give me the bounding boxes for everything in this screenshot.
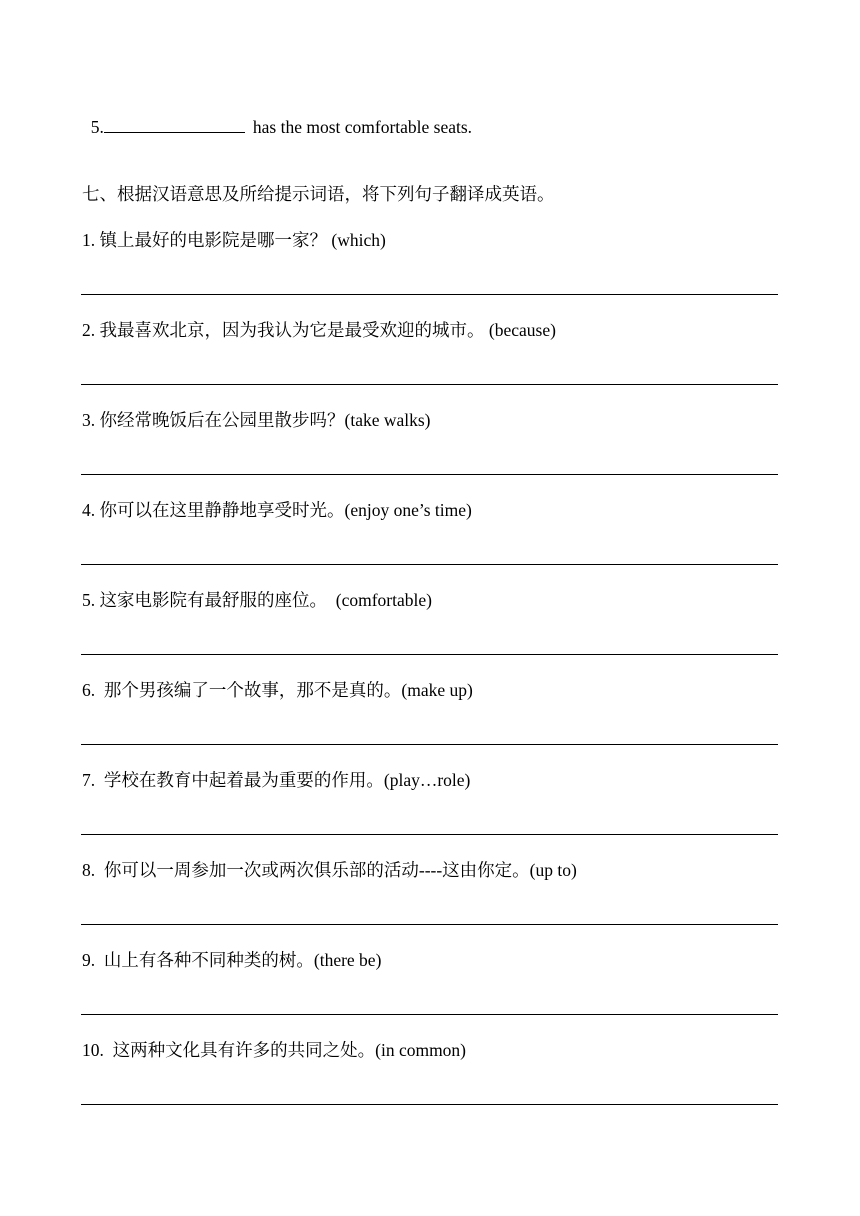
answer-line-4[interactable] xyxy=(81,564,778,565)
question-7: 7. 学校在教育中起着最为重要的作用。(play…role) xyxy=(82,770,471,790)
item-text: has the most comfortable seats. xyxy=(252,117,473,137)
answer-line-8[interactable] xyxy=(81,924,778,925)
answer-line-2[interactable] xyxy=(81,384,778,385)
item-number: 5. xyxy=(90,117,104,137)
answer-line-1[interactable] xyxy=(81,294,778,295)
question-6: 6. 那个男孩编了一个故事，那不是真的。(make up) xyxy=(82,680,473,700)
question-10: 10. 这两种文化具有许多的共同之处。(in common) xyxy=(82,1040,467,1060)
answer-line-5[interactable] xyxy=(81,654,778,655)
question-9: 9. 山上有各种不同种类的树。(there be) xyxy=(82,950,382,970)
question-5: 5. 这家电影院有最舒服的座位。 (comfortable) xyxy=(82,590,432,610)
question-8: 8. 你可以一周参加一次或两次俱乐部的活动----这由你定。(up to) xyxy=(82,860,577,880)
answer-line-7[interactable] xyxy=(81,834,778,835)
question-3: 3. 你经常晚饭后在公园里散步吗？(take walks) xyxy=(82,410,431,430)
answer-line-10[interactable] xyxy=(81,1104,778,1105)
answer-line-3[interactable] xyxy=(81,474,778,475)
question-1: 1. 镇上最好的电影院是哪一家？ (which) xyxy=(82,230,386,250)
question-2: 2. 我最喜欢北京，因为我认为它是最受欢迎的城市。 (because) xyxy=(82,320,556,340)
answer-line-9[interactable] xyxy=(81,1014,778,1015)
question-4: 4. 你可以在这里静静地享受时光。(enjoy one’s time) xyxy=(82,500,472,520)
fill-in-item-5 xyxy=(82,94,472,138)
answer-blank[interactable] xyxy=(104,116,245,133)
section-heading: 七、根据汉语意思及所给提示词语，将下列句子翻译成英语。 xyxy=(82,184,555,204)
answer-line-6[interactable] xyxy=(81,744,778,745)
